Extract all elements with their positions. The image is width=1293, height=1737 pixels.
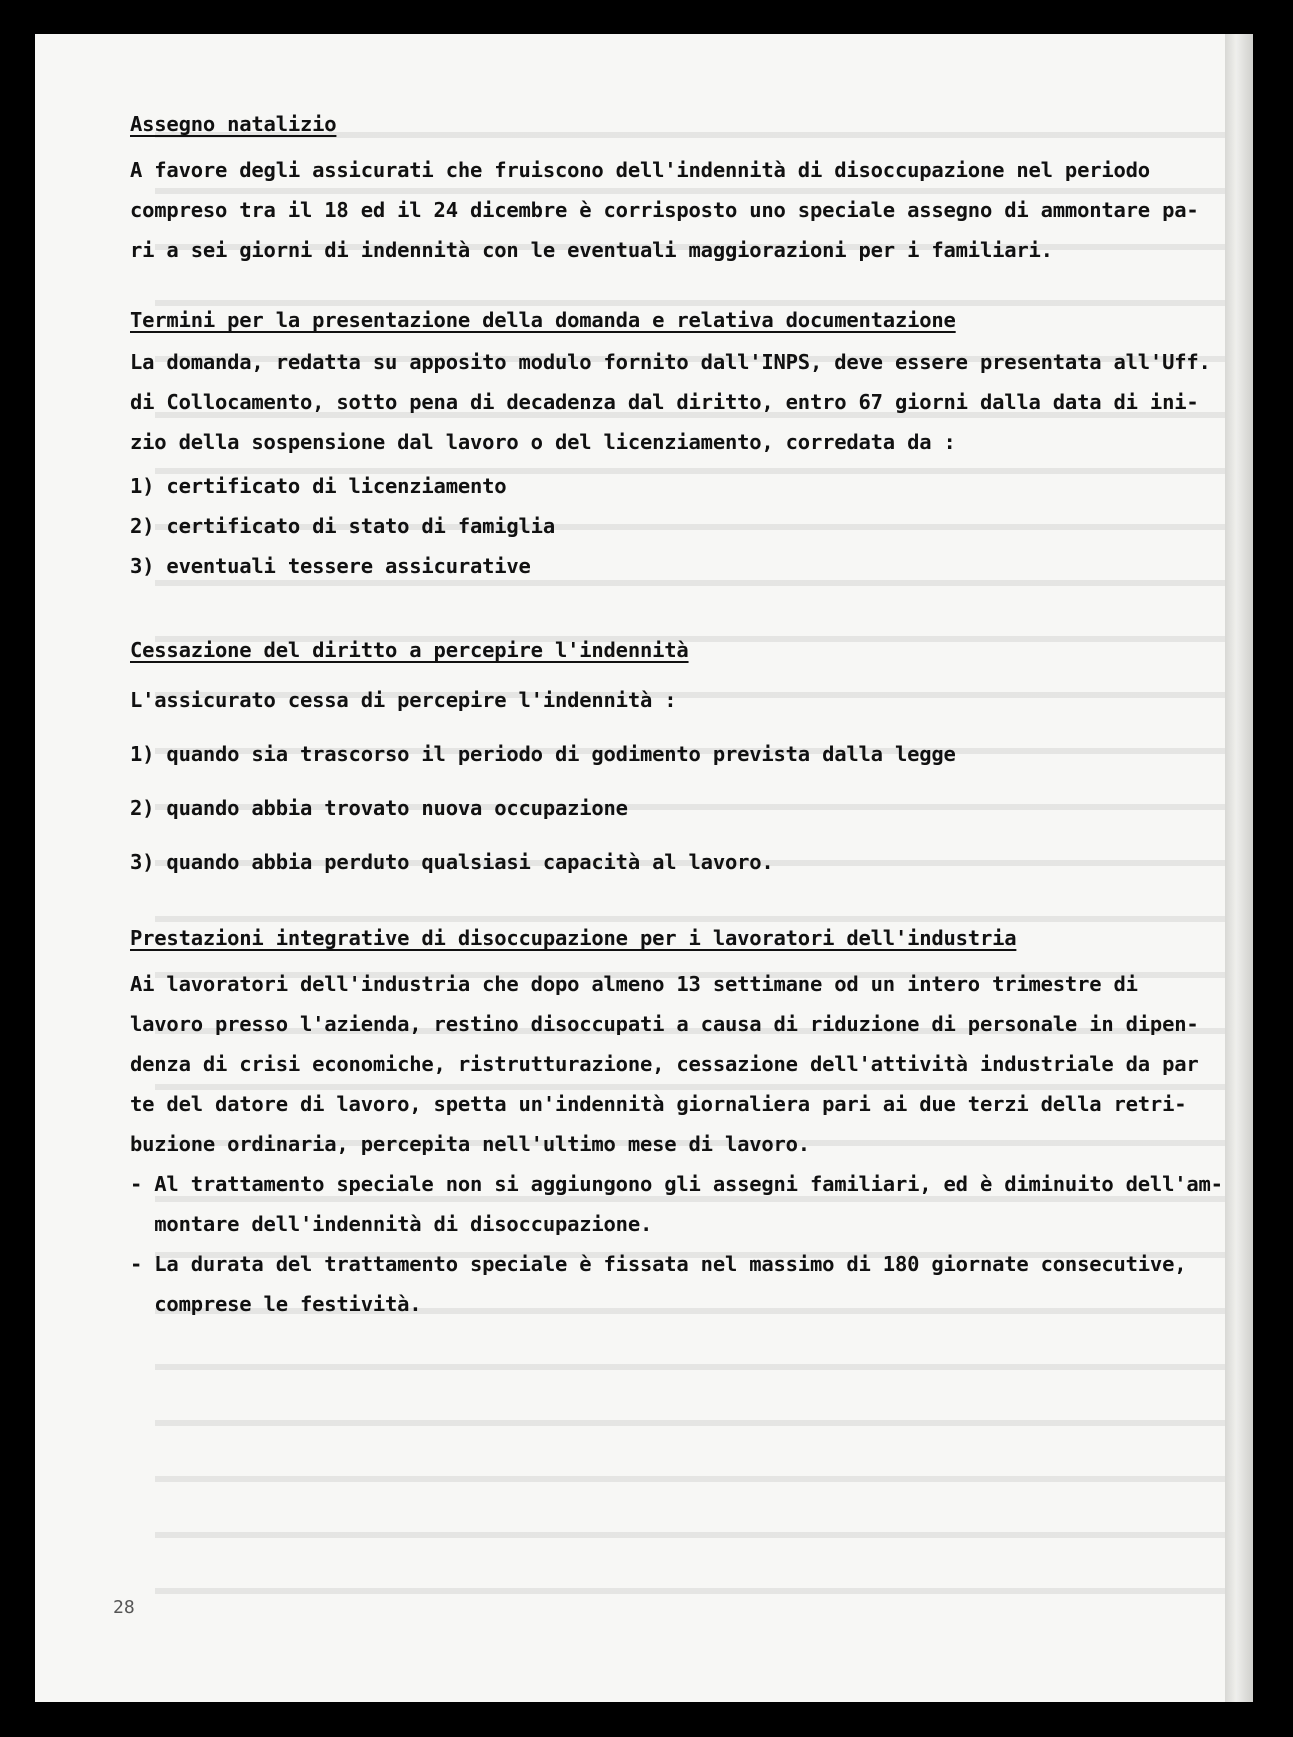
paragraph-line: zio della sospensione dal lavoro o del licenziamento, corredata da : [130,430,956,454]
list-item: 3) eventuali tessere assicurative [130,554,531,578]
list-item: 3) quando abbia perduto qualsiasi capacità al lavoro. [130,850,774,874]
section-body-prestazioni [130,964,1240,1324]
section-body-cessazione [130,680,1240,882]
bullet-line: - Al trattamento speciale non si aggiungono gli assegni familiari, ed è diminuito dell'am- [130,1172,1223,1196]
paragraph-line: La domanda, redatta su apposito modulo fornito dall'INPS, deve essere presentata all'Uff. [130,350,1211,374]
section-heading-termini: Termini per la presentazione della domanda e relativa documentazione [130,308,956,332]
list-item: 1) quando sia trascorso il periodo di godimento prevista dalla legge [130,742,956,766]
paragraph-line: di Collocamento, sotto pena di decadenza dal diritto, entro 67 giorni dalla data di ini- [130,390,1199,414]
list-item: 1) certificato di licenziamento [130,474,507,498]
paragraph-line: buzione ordinaria, percepita nell'ultimo mese di lavoro. [130,1132,810,1156]
section-body-termini [130,342,1240,586]
paragraph-line: L'assicurato cessa di percepire l'indennità : [130,688,677,712]
bullet-line: - La durata del trattamento speciale è fissata nel massimo di 180 giornate consecutive, [130,1252,1187,1276]
paragraph-line: ri a sei giorni di indennità con le eventuali maggiorazioni per i familiari. [130,238,1053,262]
bullet-line: comprese le festività. [130,1292,422,1316]
list-item: 2) certificato di stato di famiglia [130,514,555,538]
paragraph-line: Ai lavoratori dell'industria che dopo almeno 13 settimane od un intero trimestre di [130,972,1138,996]
document-body [130,84,1240,1324]
paragraph-line: compreso tra il 18 ed il 24 dicembre è corrisposto uno speciale assegno di ammontare pa- [130,198,1199,222]
paragraph-line: te del datore di lavoro, spetta un'indennità giornaliera pari ai due terzi della retri- [130,1092,1187,1116]
page-number-mark: 28 [113,1597,135,1618]
section-heading-assegno-natalizio: Assegno natalizio [130,112,337,136]
paragraph-line: denza di crisi economiche, ristrutturazione, cessazione dell'attività industriale da par [130,1052,1199,1076]
bullet-line: montare dell'indennità di disoccupazione. [130,1212,653,1236]
section-heading-cessazione: Cessazione del diritto a percepire l'indennità [130,638,689,662]
list-item: 2) quando abbia trovato nuova occupazione [130,796,628,820]
section-body-assegno-natalizio [130,150,1240,270]
section-heading-prestazioni: Prestazioni integrative di disoccupazione per i lavoratori dell'industria [130,926,1017,950]
paragraph-line: lavoro presso l'azienda, restino disoccupati a causa di riduzione di personale in dipen- [130,1012,1199,1036]
document-page [35,34,1253,1702]
paragraph-line: A favore degli assicurati che fruiscono dell'indennità di disoccupazione nel periodo [130,158,1150,182]
